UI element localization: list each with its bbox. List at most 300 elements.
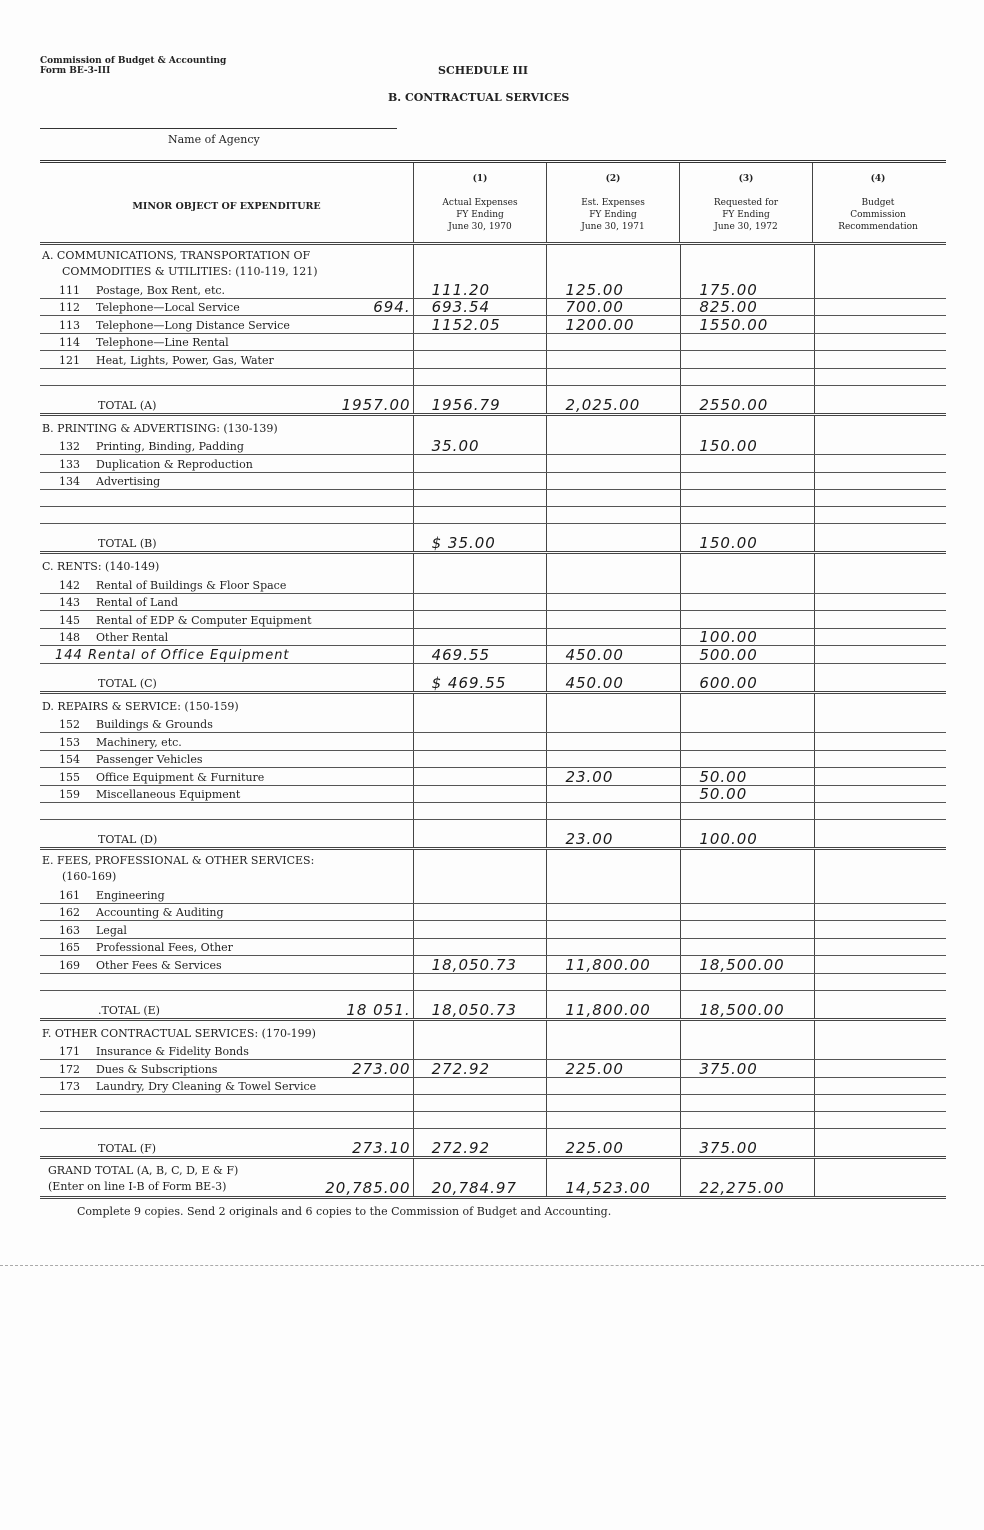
object-name: Other Rental [96, 631, 169, 644]
value-cell-col4[interactable] [814, 1021, 946, 1043]
value-cell-col4[interactable] [814, 904, 946, 921]
value-cell-col3[interactable] [680, 386, 814, 413]
value-cell-col1[interactable] [413, 490, 547, 506]
value-cell-col3[interactable] [680, 664, 814, 691]
value-cell-col1[interactable] [413, 974, 547, 990]
row-label-cell [40, 316, 413, 333]
value-cell-col3[interactable] [680, 524, 814, 551]
value-cell-col3[interactable] [680, 1159, 814, 1196]
value-cell-col1[interactable] [413, 316, 547, 333]
column-header-line: Commission [850, 210, 906, 220]
value-cell-col2[interactable] [546, 1112, 680, 1128]
value-cell-col1[interactable] [413, 1159, 547, 1196]
value-cell-col2[interactable] [546, 507, 680, 523]
value-cell-col4[interactable] [814, 554, 946, 576]
object-code: 161 [59, 888, 80, 902]
value-cell-col3[interactable] [680, 369, 814, 385]
value-cell-col4[interactable] [814, 594, 946, 611]
value-cell-col3[interactable] [680, 751, 814, 768]
object-name: Passenger Vehicles [96, 753, 203, 766]
value-cell-col4[interactable] [814, 1060, 946, 1077]
row-label-cell [40, 939, 413, 956]
row-label-cell [40, 281, 413, 298]
value-cell-col1[interactable] [413, 438, 547, 455]
handwritten-amount: 18,050.73 [431, 1000, 517, 1019]
handwritten-amount: 1152.05 [431, 316, 501, 334]
value-cell-col4[interactable] [814, 299, 946, 316]
total-row [40, 991, 946, 1021]
total-label: TOTAL (D) [98, 833, 158, 846]
value-cell-col3[interactable] [680, 974, 814, 990]
value-cell-col2[interactable] [546, 939, 680, 956]
value-cell-col3[interactable] [680, 768, 814, 785]
table-row [40, 939, 946, 957]
value-cell-col1[interactable] [413, 554, 547, 576]
value-cell-col1[interactable] [413, 455, 547, 472]
value-cell-col1[interactable] [413, 904, 547, 921]
value-cell-col2[interactable] [546, 245, 680, 281]
column-number: (3) [738, 174, 754, 184]
object-code: 111 [59, 283, 80, 297]
value-cell-col2[interactable] [546, 733, 680, 750]
section-title-line: E. FEES, PROFESSIONAL & OTHER SERVICES: [42, 854, 315, 867]
value-cell-col3[interactable] [680, 245, 814, 281]
object-code: 145 [59, 613, 80, 627]
object-code: 172 [59, 1062, 80, 1076]
value-cell-col3[interactable] [680, 646, 814, 663]
value-cell-col1[interactable] [413, 351, 547, 368]
value-cell-col4[interactable] [814, 473, 946, 490]
item-label [40, 889, 165, 902]
value-cell-col2[interactable] [546, 438, 680, 455]
value-cell-col3[interactable] [680, 455, 814, 472]
row-label-cell [40, 455, 413, 472]
object-name: Duplication & Reproduction [96, 457, 253, 471]
value-cell-col4[interactable] [814, 786, 946, 803]
item-label [40, 924, 127, 937]
table-row [40, 733, 946, 751]
handwritten-amount: 272.92 [431, 1060, 491, 1078]
value-cell-col2[interactable] [546, 991, 680, 1018]
value-cell-col4[interactable] [814, 351, 946, 368]
total-label: TOTAL (C) [98, 676, 157, 690]
object-code: 163 [59, 923, 80, 937]
column-header-4 [812, 163, 943, 242]
value-cell-col1[interactable] [413, 1021, 547, 1043]
value-cell-col1[interactable] [413, 1112, 547, 1128]
object-name: Postage, Box Rent, etc. [96, 283, 226, 297]
column-header-line: June 30, 1972 [714, 222, 778, 232]
row-label-cell [40, 1043, 413, 1060]
handwritten-amount: 1200.00 [565, 316, 635, 334]
value-cell-col1[interactable] [413, 611, 547, 628]
value-cell-col1[interactable] [413, 716, 547, 733]
handwritten-amount: 375.00 [699, 1139, 758, 1157]
object-code: 152 [59, 718, 80, 731]
value-cell-col2[interactable] [546, 1078, 680, 1095]
value-cell-col2[interactable] [546, 1021, 680, 1043]
column-header-line: Actual Expenses [442, 198, 518, 208]
value-cell-col2[interactable] [546, 716, 680, 733]
value-cell-col2[interactable] [546, 1060, 680, 1077]
value-cell-col3[interactable] [680, 716, 814, 733]
value-cell-col3[interactable] [680, 1129, 814, 1156]
table-row [40, 956, 946, 974]
value-cell-col3[interactable] [680, 733, 814, 750]
value-cell-col2[interactable] [546, 694, 680, 716]
value-cell-col1[interactable] [413, 281, 547, 298]
value-cell-col3[interactable] [680, 1060, 814, 1077]
value-cell-col1[interactable] [413, 694, 547, 716]
value-cell-col4[interactable] [814, 1043, 946, 1060]
value-cell-col3[interactable] [680, 490, 814, 506]
footer-instructions: Complete 9 copies. Send 2 originals and 6 copies to the Commission of Budget and Accounting. [77, 1205, 612, 1218]
row-label-cell [40, 416, 413, 438]
value-cell-col2[interactable] [546, 334, 680, 351]
value-cell-col2[interactable] [546, 786, 680, 803]
value-cell-col2[interactable] [546, 455, 680, 472]
value-cell-col2[interactable] [546, 281, 680, 298]
value-cell-col1[interactable] [413, 1078, 547, 1095]
column-header-line: Recommendation [838, 222, 918, 232]
value-cell-col4[interactable] [814, 664, 946, 691]
value-cell-col4[interactable] [814, 507, 946, 523]
expenditure-table [40, 160, 946, 1199]
agency-name-field[interactable] [40, 128, 397, 129]
value-cell-col1[interactable] [413, 629, 547, 646]
value-cell-col2[interactable] [546, 904, 680, 921]
value-cell-col3[interactable] [680, 1095, 814, 1111]
value-cell-col3[interactable] [680, 554, 814, 576]
value-cell-col3[interactable] [680, 281, 814, 298]
handwritten-amount: 11,800.00 [565, 1000, 651, 1019]
value-cell-col4[interactable] [814, 751, 946, 768]
value-cell-col1[interactable] [413, 386, 547, 413]
value-cell-col2[interactable] [546, 1159, 680, 1196]
value-cell-col2[interactable] [546, 416, 680, 438]
value-cell-col3[interactable] [680, 886, 814, 903]
object-name: Legal [96, 923, 127, 937]
grand-total-row [40, 1159, 946, 1199]
value-cell-col3[interactable] [680, 1021, 814, 1043]
total-row [40, 524, 946, 554]
value-cell-col2[interactable] [546, 956, 680, 973]
value-cell-col1[interactable] [413, 1095, 547, 1111]
value-cell-col4[interactable] [814, 369, 946, 385]
value-cell-col1[interactable] [413, 1129, 547, 1156]
value-cell-col2[interactable] [546, 921, 680, 938]
value-cell-col3[interactable] [680, 473, 814, 490]
value-cell-col4[interactable] [814, 524, 946, 551]
value-cell-col1[interactable] [413, 850, 547, 886]
value-cell-col3[interactable] [680, 594, 814, 611]
value-cell-col2[interactable] [546, 473, 680, 490]
value-cell-col4[interactable] [814, 886, 946, 903]
value-cell-col1[interactable] [413, 594, 547, 611]
value-cell-col3[interactable] [680, 316, 814, 333]
handwritten-amount: 23.00 [565, 768, 614, 786]
margin-note: 18 051. [346, 1000, 411, 1019]
value-cell-col2[interactable] [546, 524, 680, 551]
section-title [42, 1026, 316, 1042]
row-label-cell [40, 974, 413, 990]
value-cell-col1[interactable] [413, 956, 547, 973]
handwritten-amount: 2,025.00 [565, 395, 641, 414]
value-cell-col2[interactable] [546, 316, 680, 333]
row-label-cell [40, 1021, 413, 1043]
value-cell-col1[interactable] [413, 820, 547, 847]
value-cell-col1[interactable] [413, 664, 547, 691]
value-cell-col1[interactable] [413, 1043, 547, 1060]
value-cell-col4[interactable] [814, 716, 946, 733]
value-cell-col4[interactable] [814, 1129, 946, 1156]
value-cell-col4[interactable] [814, 820, 946, 847]
value-cell-col1[interactable] [413, 768, 547, 785]
total-row [40, 820, 946, 850]
value-cell-col3[interactable] [680, 956, 814, 973]
value-cell-col3[interactable] [680, 576, 814, 593]
value-cell-col2[interactable] [546, 768, 680, 785]
value-cell-col3[interactable] [680, 803, 814, 819]
value-cell-col1[interactable] [413, 576, 547, 593]
value-cell-col2[interactable] [546, 1129, 680, 1156]
handwritten-amount: 272.92 [431, 1139, 491, 1157]
value-cell-col4[interactable] [814, 245, 946, 281]
handwritten-amount: 600.00 [699, 673, 758, 692]
handwritten-amount: $ 469.55 [431, 673, 507, 692]
value-cell-col2[interactable] [546, 490, 680, 506]
value-cell-col1[interactable] [413, 991, 547, 1018]
section-heading-row [40, 850, 946, 886]
object-code: 143 [59, 596, 80, 609]
value-cell-col4[interactable] [814, 1112, 946, 1128]
value-cell-col1[interactable] [413, 245, 547, 281]
item-label [40, 1080, 316, 1093]
value-cell-col1[interactable] [413, 939, 547, 956]
value-cell-col1[interactable] [413, 507, 547, 523]
value-cell-col4[interactable] [814, 733, 946, 750]
object-name: Laundry, Dry Cleaning & Towel Service [96, 1080, 317, 1093]
value-cell-col1[interactable] [413, 299, 547, 316]
value-cell-col1[interactable] [413, 751, 547, 768]
value-cell-col2[interactable] [546, 369, 680, 385]
table-row [40, 369, 946, 386]
object-code: 148 [59, 631, 80, 644]
value-cell-col3[interactable] [680, 438, 814, 455]
value-cell-col3[interactable] [680, 820, 814, 847]
value-cell-col4[interactable] [814, 1095, 946, 1111]
value-cell-col4[interactable] [814, 991, 946, 1018]
value-cell-col2[interactable] [546, 803, 680, 819]
value-cell-col2[interactable] [546, 554, 680, 576]
handwritten-amount: 18,500.00 [699, 1000, 785, 1019]
value-cell-col1[interactable] [413, 886, 547, 903]
table-row [40, 768, 946, 786]
value-cell-col4[interactable] [814, 281, 946, 298]
item-label [40, 906, 224, 919]
section-title-line: C. RENTS: (140-149) [42, 560, 160, 573]
object-name: Engineering [96, 888, 165, 902]
value-cell-col1[interactable] [413, 416, 547, 438]
margin-note: 694. [373, 298, 411, 316]
form-number: Form BE-3-III [40, 66, 111, 76]
handwritten-amount: 22,275.00 [699, 1179, 785, 1197]
value-cell-col3[interactable] [680, 1112, 814, 1128]
value-cell-col3[interactable] [680, 939, 814, 956]
value-cell-col2[interactable] [546, 886, 680, 903]
row-label-cell [40, 507, 413, 523]
value-cell-col4[interactable] [814, 629, 946, 646]
section-title [42, 853, 314, 885]
value-cell-col4[interactable] [814, 334, 946, 351]
form-identifier [40, 56, 226, 76]
value-cell-col2[interactable] [546, 576, 680, 593]
column-number: (1) [472, 174, 488, 184]
value-cell-col1[interactable] [413, 524, 547, 551]
item-label [40, 336, 229, 349]
value-cell-col4[interactable] [814, 455, 946, 472]
object-name: Other Fees & Services [96, 958, 222, 972]
object-code: 162 [59, 906, 80, 919]
value-cell-col3[interactable] [680, 351, 814, 368]
value-cell-col3[interactable] [680, 694, 814, 716]
value-cell-col4[interactable] [814, 803, 946, 819]
value-cell-col1[interactable] [413, 733, 547, 750]
item-label [40, 475, 160, 488]
handwritten-amount: 125.00 [565, 281, 624, 299]
row-label-cell [40, 1159, 413, 1196]
value-cell-col2[interactable] [546, 850, 680, 886]
row-label-cell [40, 473, 413, 490]
value-cell-col4[interactable] [814, 1078, 946, 1095]
value-cell-col3[interactable] [680, 1043, 814, 1060]
margin-note: 273.10 [352, 1139, 411, 1157]
value-cell-col4[interactable] [814, 386, 946, 413]
table-row [40, 646, 946, 664]
value-cell-col4[interactable] [814, 956, 946, 973]
value-cell-col1[interactable] [413, 369, 547, 385]
object-header: MINOR OBJECT OF EXPENDITURE [132, 201, 321, 212]
section-title-line: B. PRINTING & ADVERTISING: (130-139) [42, 421, 278, 435]
value-cell-col3[interactable] [680, 1078, 814, 1095]
item-label [40, 941, 233, 954]
value-cell-col2[interactable] [546, 386, 680, 413]
value-cell-col1[interactable] [413, 473, 547, 490]
total-label: TOTAL (A) [98, 398, 157, 412]
value-cell-col4[interactable] [814, 416, 946, 438]
value-cell-col4[interactable] [814, 974, 946, 990]
value-cell-col4[interactable] [814, 611, 946, 628]
value-cell-col4[interactable] [814, 316, 946, 333]
section-heading-row [40, 554, 946, 576]
handwritten-item-label: 144 Rental of Office Equipment [55, 647, 290, 663]
value-cell-col2[interactable] [546, 646, 680, 663]
section-title [42, 421, 278, 437]
handwritten-amount: 500.00 [699, 646, 758, 664]
value-cell-col3[interactable] [680, 334, 814, 351]
value-cell-col3[interactable] [680, 904, 814, 921]
value-cell-col2[interactable] [546, 751, 680, 768]
value-cell-col4[interactable] [814, 576, 946, 593]
item-label [40, 579, 286, 592]
column-header-1 [413, 163, 546, 242]
value-cell-col1[interactable] [413, 803, 547, 819]
value-cell-col2[interactable] [546, 664, 680, 691]
value-cell-col2[interactable] [546, 1095, 680, 1111]
value-cell-col2[interactable] [546, 351, 680, 368]
table-row [40, 1095, 946, 1112]
row-label-cell [40, 956, 413, 973]
value-cell-col1[interactable] [413, 646, 547, 663]
value-cell-col3[interactable] [680, 507, 814, 523]
value-cell-col4[interactable] [814, 768, 946, 785]
row-label-cell [40, 386, 413, 413]
item-label [40, 1045, 249, 1058]
row-label-cell [40, 921, 413, 938]
item-label [40, 301, 240, 314]
value-cell-col1[interactable] [413, 334, 547, 351]
form-body [40, 160, 946, 1266]
table-row [40, 1043, 946, 1061]
handwritten-amount: 50.00 [699, 785, 748, 803]
value-cell-col4[interactable] [814, 646, 946, 663]
value-cell-col2[interactable] [546, 1043, 680, 1060]
item-label [40, 736, 182, 749]
value-cell-col2[interactable] [546, 820, 680, 847]
object-code: 113 [59, 318, 80, 332]
object-code: 173 [59, 1080, 80, 1093]
margin-note: 1957.00 [341, 395, 411, 414]
handwritten-amount: 700.00 [565, 298, 624, 316]
value-cell-col4[interactable] [814, 490, 946, 506]
row-label-cell [40, 524, 413, 551]
value-cell-col3[interactable] [680, 629, 814, 646]
column-header-line: FY Ending [456, 210, 504, 220]
value-cell-col2[interactable] [546, 629, 680, 646]
value-cell-col1[interactable] [413, 1060, 547, 1077]
value-cell-col3[interactable] [680, 850, 814, 886]
value-cell-col4[interactable] [814, 921, 946, 938]
value-cell-col4[interactable] [814, 694, 946, 716]
value-cell-col3[interactable] [680, 991, 814, 1018]
value-cell-col4[interactable] [814, 939, 946, 956]
row-label-cell [40, 629, 413, 646]
value-cell-col1[interactable] [413, 786, 547, 803]
item-label [40, 631, 168, 644]
row-label-cell [40, 904, 413, 921]
value-cell-col3[interactable] [680, 299, 814, 316]
value-cell-col2[interactable] [546, 611, 680, 628]
object-name: Printing, Binding, Padding [96, 440, 244, 453]
row-label-cell [40, 694, 413, 716]
item-label [40, 718, 213, 731]
item-label [40, 319, 290, 332]
value-cell-col2[interactable] [546, 594, 680, 611]
object-code: 142 [59, 578, 80, 592]
value-cell-col3[interactable] [680, 416, 814, 438]
value-cell-col4[interactable] [814, 438, 946, 455]
table-row [40, 438, 946, 456]
value-cell-col3[interactable] [680, 786, 814, 803]
value-cell-col4[interactable] [814, 1159, 946, 1196]
value-cell-col2[interactable] [546, 974, 680, 990]
value-cell-col3[interactable] [680, 921, 814, 938]
object-name: Dues & Subscriptions [96, 1062, 218, 1076]
value-cell-col2[interactable] [546, 299, 680, 316]
value-cell-col1[interactable] [413, 921, 547, 938]
value-cell-col3[interactable] [680, 611, 814, 628]
value-cell-col4[interactable] [814, 850, 946, 886]
